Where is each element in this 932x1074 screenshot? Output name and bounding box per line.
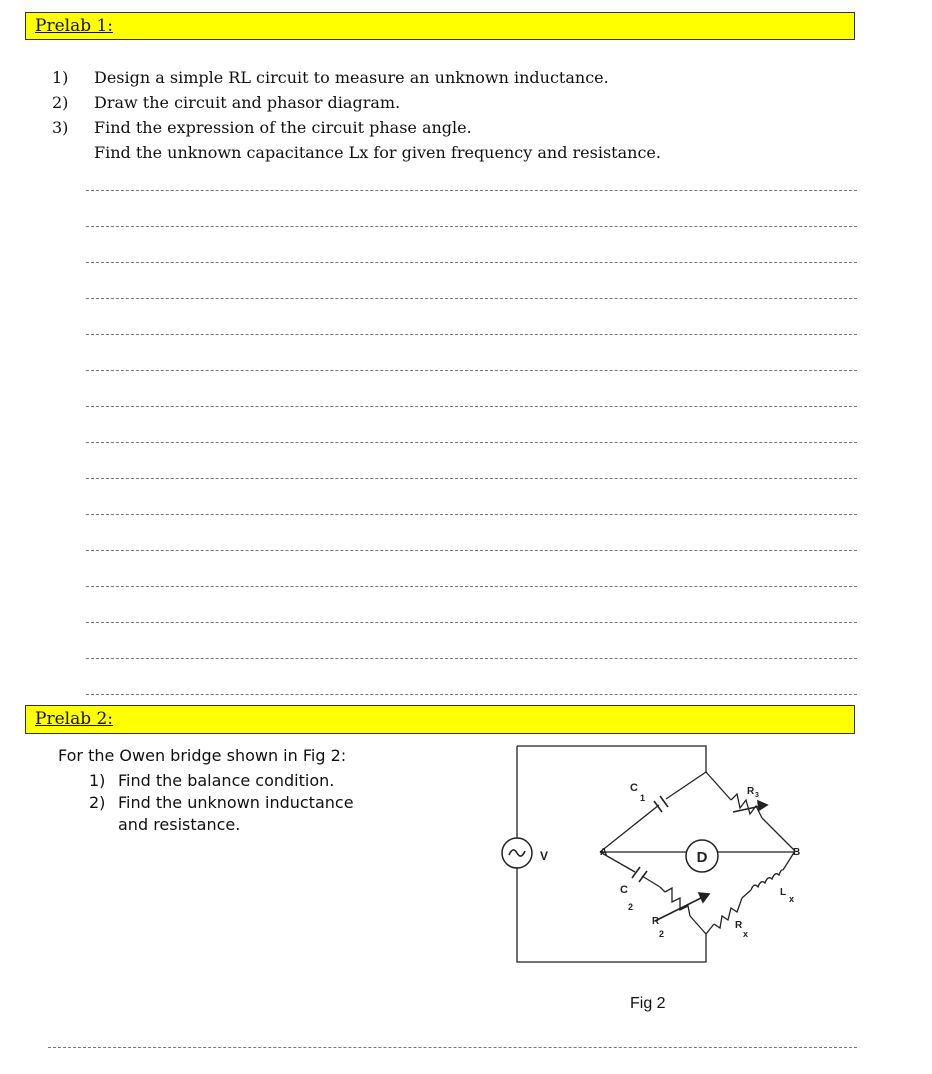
c1-label: C: [630, 782, 638, 794]
c1-subscript: 1: [640, 793, 646, 803]
r3-arrowhead: [758, 801, 767, 810]
detector-label: D: [696, 849, 708, 866]
node-b-label: B: [793, 847, 801, 858]
rx-subscript: x: [743, 929, 749, 939]
lx-subscript: x: [789, 894, 795, 904]
rx-label: R: [735, 920, 743, 931]
wire-top: [517, 746, 706, 772]
arm-c1: [600, 772, 706, 852]
c1-plate: [660, 796, 668, 807]
c2-plate: [639, 871, 647, 882]
prelab2-item-text: Find the balance condition.: [118, 771, 335, 790]
c2-subscript: 2: [628, 902, 634, 912]
figure-caption: Fig 2: [630, 995, 666, 1012]
source-label: V: [540, 849, 549, 863]
c1-plate: [654, 801, 662, 812]
answer-line: [48, 1047, 857, 1048]
r2-subscript: 2: [659, 929, 665, 939]
item-number: 2): [52, 93, 69, 112]
item-number: 1): [52, 68, 69, 87]
arm-r3: [706, 772, 795, 851]
item-text: Find the expression of the circuit phase angle.: [94, 118, 472, 137]
item-number: 3): [52, 118, 69, 137]
prelab2-intro: For the Owen bridge shown in Fig 2:: [58, 746, 347, 765]
r3-subscript: 3: [755, 792, 759, 799]
prelab2-item-text: Find the unknown inductance: [118, 793, 354, 812]
c2-plate: [632, 867, 640, 878]
node-a-label: A: [600, 847, 608, 858]
prelab2-title: Prelab 2:: [35, 709, 114, 729]
arm-rx: [706, 890, 751, 934]
item-text: Draw the circuit and phasor diagram.: [94, 93, 401, 112]
c2-label: C: [620, 884, 628, 896]
lx-label: L: [780, 887, 787, 898]
r2-arrowhead: [699, 893, 709, 902]
prelab2-item-continuation: and resistance.: [118, 815, 241, 834]
r3-label: R: [747, 786, 755, 797]
prelab1-title: Prelab 1:: [35, 16, 114, 36]
prelab2-item-number: 2): [89, 793, 106, 812]
lx-coil: [751, 870, 783, 890]
r2-label: R: [652, 916, 660, 927]
arm-c2: [600, 852, 660, 887]
r2-zigzag: [665, 888, 690, 916]
item-text: Find the unknown capacitance Lx for given frequency and resistance.: [94, 143, 661, 162]
wire-left-bottom: [517, 868, 706, 962]
prelab2-item-number: 1): [89, 771, 106, 790]
item-text: Design a simple RL circuit to measure an unknown inductance.: [94, 68, 609, 87]
r2-variable-arrow: [655, 897, 703, 921]
